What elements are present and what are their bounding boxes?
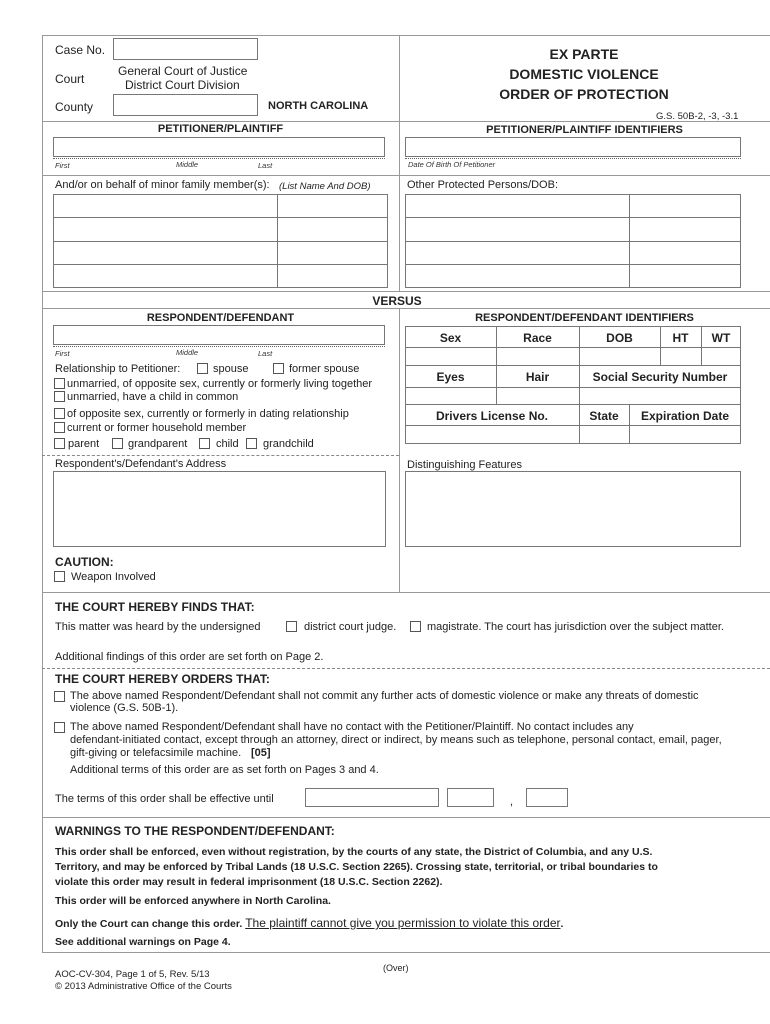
county-label: County — [55, 100, 94, 114]
resp-first-label: First — [55, 349, 70, 358]
magistrate-checkbox[interactable] — [410, 621, 421, 632]
address-field[interactable] — [53, 471, 386, 547]
pet-last-label: Last — [258, 161, 273, 170]
order1-line2: violence (G.S. 50B-1). — [70, 702, 179, 714]
additional-terms: Additional terms of this order are as set forth on Pages 3 and 4. — [70, 764, 379, 776]
wt-header: WT — [711, 331, 731, 345]
race-header: Race — [523, 331, 552, 345]
pet-first-label: First — [55, 161, 70, 170]
other-protected-label: Other Protected Persons/DOB: — [407, 179, 559, 191]
county-field[interactable] — [113, 94, 258, 116]
copyright: © 2013 Administrative Office of the Courts — [55, 981, 232, 992]
effective-ampm-field[interactable] — [526, 788, 568, 807]
grandparent-label: grandparent — [128, 438, 188, 450]
resp-last-label: Last — [258, 349, 273, 358]
grid-row — [405, 387, 741, 388]
form-number: AOC-CV-304, Page 1 of 5, Rev. 5/13 — [55, 969, 210, 980]
petitioner-identifiers-heading: PETITIONER/PLAINTIFF IDENTIFIERS — [486, 124, 683, 136]
weapon-checkbox[interactable] — [54, 571, 65, 582]
petitioner-dob-field[interactable] — [405, 137, 741, 157]
order1-line1: The above named Respondent/Defendant shall not commit any further acts of domestic violence or make any threats of domestic — [70, 690, 699, 702]
child-checkbox[interactable] — [199, 438, 210, 449]
unmarried-opposite-checkbox[interactable] — [54, 378, 65, 389]
heard-label: This matter was heard by the undersigned — [55, 621, 261, 633]
grandchild-label: grandchild — [263, 438, 314, 450]
order2-checkbox[interactable] — [54, 722, 65, 733]
former-spouse-checkbox[interactable] — [273, 363, 284, 374]
warning-p3-a: Only the Court can change this order. — [55, 918, 243, 930]
spouse-checkbox[interactable] — [197, 363, 208, 374]
grid-row — [53, 241, 388, 242]
order2-line2: defendant-initiated contact, except through an attorney, direct or indirect, by means such as telephone, personal contact, email, pager, — [70, 734, 722, 746]
petitioner-heading: PETITIONER/PLAINTIFF — [157, 123, 284, 135]
unmarried-child-label: unmarried, have a child in common — [67, 391, 239, 403]
minor-hint: (List Name And DOB) — [279, 181, 371, 192]
court-line2: District Court Division — [125, 78, 240, 92]
features-field[interactable] — [405, 471, 741, 547]
eyes-header: Eyes — [436, 370, 465, 384]
left-border-lower — [42, 810, 43, 952]
section-line — [42, 592, 770, 593]
dating-label: of opposite sex, currently or formerly in dating relationship — [67, 408, 349, 420]
resp-middle-label: Middle — [176, 348, 199, 357]
grid-row — [405, 365, 741, 366]
respondent-heading: RESPONDENT/DEFENDANT — [146, 312, 295, 324]
order2-line1: The above named Respondent/Defendant shall have no contact with the Petitioner/Plaintiff. No contact includes any — [70, 721, 634, 733]
case-no-field[interactable] — [113, 38, 258, 60]
order1-checkbox[interactable] — [54, 691, 65, 702]
grid-row — [405, 217, 741, 218]
petitioner-name-field[interactable] — [53, 137, 385, 157]
left-border — [42, 35, 43, 810]
ssn-header: Social Security Number — [592, 370, 728, 384]
dashed-line — [42, 455, 399, 456]
effective-date-field[interactable] — [305, 788, 439, 807]
sex-header: Sex — [439, 331, 462, 345]
judge-label: district court judge. — [304, 621, 397, 633]
case-no-label: Case No. — [55, 43, 106, 57]
findings-heading: THE COURT HEREBY FINDS THAT: — [55, 600, 255, 614]
ht-header: HT — [672, 331, 689, 345]
judge-checkbox[interactable] — [286, 621, 297, 632]
warning-p2: This order will be enforced anywhere in North Carolina. — [55, 895, 331, 907]
warning-p3 — [55, 916, 755, 932]
pet-middle-label: Middle — [176, 160, 199, 169]
versus-label: VERSUS — [372, 294, 422, 308]
title-line2: DOMESTIC VIOLENCE — [509, 66, 659, 82]
state-header: State — [589, 409, 619, 423]
effective-label: The terms of this order shall be effective until — [55, 793, 274, 805]
center-divider — [399, 175, 400, 291]
section-line — [42, 175, 770, 176]
address-label: Respondent's/Defendant's Address — [55, 458, 227, 470]
section-line — [42, 952, 770, 953]
household-label: current or former household member — [67, 422, 247, 434]
hair-header: Hair — [525, 370, 550, 384]
warning-p3-c: . — [560, 918, 564, 930]
court-label: Court — [55, 72, 85, 86]
dating-checkbox[interactable] — [54, 408, 65, 419]
unmarried-child-checkbox[interactable] — [54, 391, 65, 402]
magistrate-label: magistrate. The court has jurisdiction over the subject matter. — [427, 621, 724, 633]
title-line1: EX PARTE — [549, 46, 619, 62]
minor-label: And/or on behalf of minor family member(s): — [55, 179, 270, 191]
warning-p1-line3: violate this order may result in federal imprisonment (18 U.S.C. Section 2262). — [55, 876, 443, 888]
center-divider — [399, 308, 400, 592]
grandparent-checkbox[interactable] — [112, 438, 123, 449]
section-line — [42, 291, 770, 292]
state-label: NORTH CAROLINA — [268, 100, 369, 112]
exp-header: Expiration Date — [640, 409, 730, 423]
grid-row — [53, 264, 388, 265]
court-line1: General Court of Justice — [118, 64, 248, 78]
child-label: child — [216, 438, 239, 450]
warning-p3-b: The plaintiff cannot give you permission to violate this order — [245, 916, 561, 930]
top-border — [42, 35, 770, 36]
weapon-label: Weapon Involved — [71, 571, 156, 583]
pet-dob-label: Date Of Birth Of Petitioner — [408, 160, 496, 169]
section-line — [42, 308, 770, 309]
orders-heading: THE COURT HEREBY ORDERS THAT: — [55, 672, 270, 686]
parent-checkbox[interactable] — [54, 438, 65, 449]
grid-row — [53, 217, 388, 218]
warning-p4: See additional warnings on Page 4. — [55, 936, 231, 948]
section-line — [42, 817, 770, 818]
section-line — [42, 121, 770, 122]
parent-label: parent — [68, 438, 100, 450]
grid-row — [405, 425, 741, 426]
dob-header: DOB — [606, 331, 633, 345]
additional-findings: Additional findings of this order are set forth on Page 2. — [55, 651, 324, 663]
grandchild-checkbox[interactable] — [246, 438, 257, 449]
effective-comma: , — [510, 796, 514, 808]
grid-row — [405, 264, 741, 265]
over-label: (Over) — [383, 963, 409, 973]
dl-header: Drivers License No. — [435, 409, 549, 423]
title-line3: ORDER OF PROTECTION — [499, 86, 669, 102]
statute-ref: G.S. 50B-2, -3, -3.1 — [656, 111, 739, 122]
dashed-line — [42, 668, 770, 669]
grid-row — [405, 241, 741, 242]
former-spouse-label: former spouse — [289, 363, 360, 375]
unmarried-opposite-label: unmarried, of opposite sex, currently or formerly living together — [67, 378, 373, 390]
warning-p1-line2: Territory, and may be enforced by Tribal Lands (18 U.S.C. Section 2265). Crossing state, territorial, or tribal boundaries to — [55, 861, 658, 873]
spouse-label: spouse — [213, 363, 249, 375]
relationship-label: Relationship to Petitioner: — [55, 363, 181, 375]
order2-line3: gift-giving or telefacsimile machine. — [70, 747, 242, 759]
dotted-line — [53, 346, 385, 347]
order2-code: [05] — [251, 747, 271, 759]
identifiers-heading: RESPONDENT/DEFENDANT IDENTIFIERS — [475, 312, 694, 324]
warning-p1-line1: This order shall be enforced, even without registration, by the courts of any state, the District of Columbia, and any U.S. — [55, 846, 653, 858]
dotted-line — [53, 158, 385, 159]
respondent-name-field[interactable] — [53, 325, 385, 345]
grid-row — [405, 404, 741, 405]
effective-time-field[interactable] — [447, 788, 494, 807]
grid-row — [405, 347, 741, 348]
features-label: Distinguishing Features — [407, 459, 522, 471]
household-checkbox[interactable] — [54, 422, 65, 433]
caution-label: CAUTION: — [55, 555, 114, 569]
warnings-heading: WARNINGS TO THE RESPONDENT/DEFENDANT: — [55, 824, 335, 838]
